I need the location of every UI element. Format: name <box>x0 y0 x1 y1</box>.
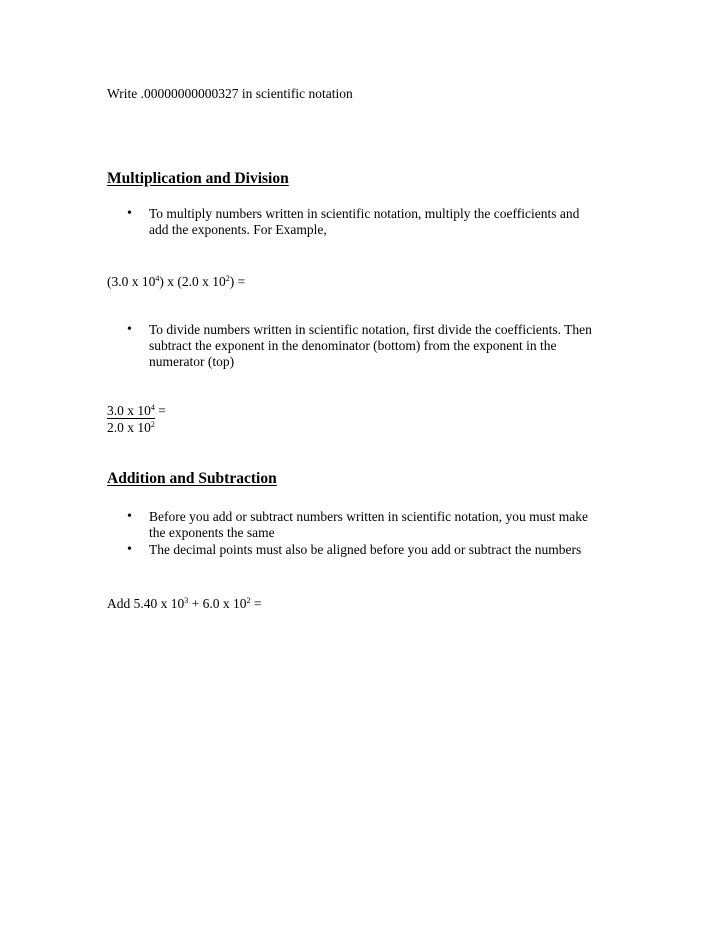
multiply-example <box>107 274 245 290</box>
exponent: 2 <box>150 420 155 429</box>
bullet-icon: • <box>127 542 132 557</box>
add-example-part: + 6.0 x 10 <box>188 596 247 611</box>
divide-example-numerator <box>107 403 166 419</box>
bullet-text-line: subtract the exponent in the denominator (bottom) from the exponent in the <box>149 338 557 353</box>
multiply-example-part: ) = <box>229 274 246 289</box>
exponent: 2 <box>246 596 251 605</box>
heading-addition-subtraction: Addition and Subtraction <box>107 470 277 487</box>
exponent: 4 <box>155 274 160 283</box>
bullet-text-line: The decimal points must also be aligned before you add or subtract the numbers <box>149 542 582 557</box>
add-example-part: = <box>250 596 262 611</box>
exponent: 4 <box>150 403 155 412</box>
exponent: 3 <box>184 596 189 605</box>
divide-example-denominator <box>107 420 155 436</box>
heading-multiplication-division: Multiplication and Division <box>107 170 289 187</box>
bullet-icon: • <box>127 322 132 337</box>
bullet-text-line: the exponents the same <box>149 525 275 540</box>
fraction-numerator <box>107 403 155 419</box>
bullet-text-line: numerator (top) <box>149 354 235 369</box>
multiply-example-part: (3.0 x 10 <box>107 274 156 289</box>
bullet-text-line: Before you add or subtract numbers written in scientific notation, you must make <box>149 509 589 524</box>
exponent: 2 <box>225 274 230 283</box>
equals-sign: = <box>154 403 166 418</box>
bullet-icon: • <box>127 206 132 221</box>
add-example <box>107 596 262 612</box>
denominator-coefficient: 2.0 x 10 <box>107 420 151 435</box>
multiply-example-part: ) x (2.0 x 10 <box>159 274 226 289</box>
add-example-part: Add 5.40 x 10 <box>107 596 185 611</box>
problem-sci-notation: Write .00000000000327 in scientific notation <box>107 86 353 101</box>
numerator-coefficient: 3.0 x 10 <box>107 403 151 418</box>
bullet-text-line: To divide numbers written in scientific notation, first divide the coefficients. Then <box>149 322 592 337</box>
bullet-text-line: To multiply numbers written in scientific notation, multiply the coefficients and <box>149 206 580 221</box>
bullet-text-line: add the exponents. For Example, <box>149 222 327 237</box>
bullet-icon: • <box>127 509 132 524</box>
